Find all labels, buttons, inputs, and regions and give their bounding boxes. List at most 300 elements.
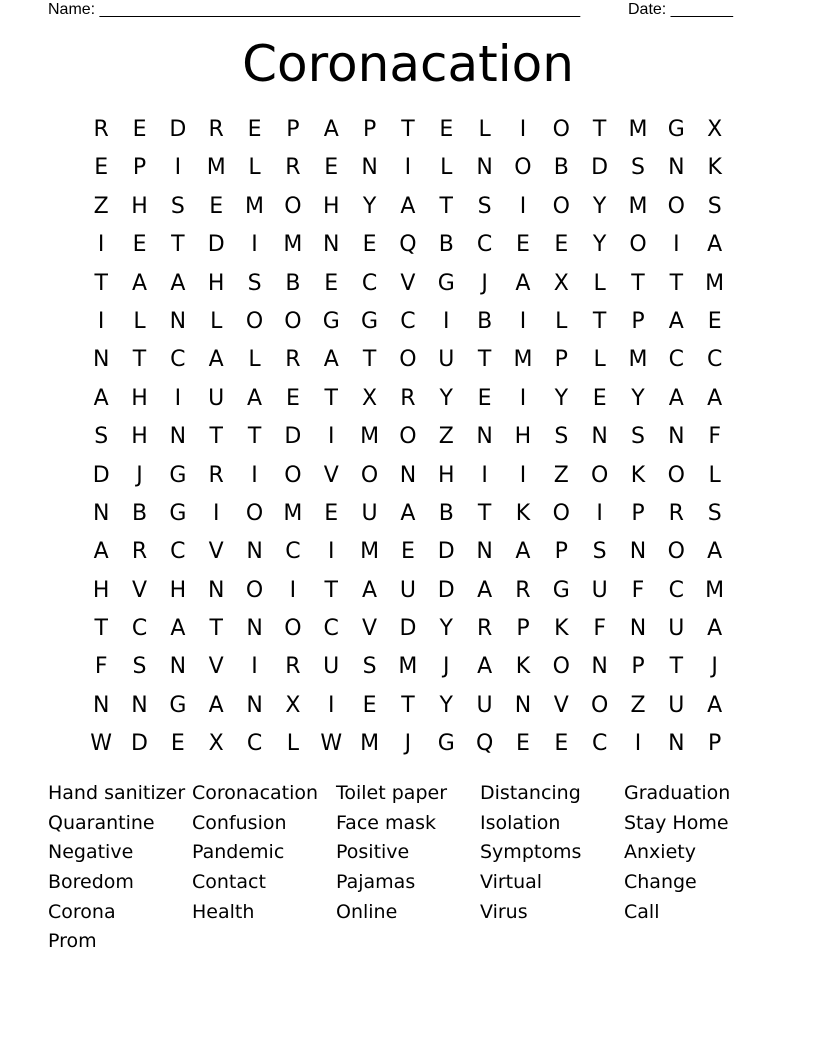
grid-letter: E [477,385,492,411]
grid-letter: A [93,385,109,411]
grid-letter: O [245,577,264,603]
grid-letter: D [284,424,302,450]
grid-letter: G [552,577,570,603]
grid-letter: I [97,308,105,334]
grid-letter: A [668,308,684,334]
grid-letter: O [284,193,302,219]
grid-letter: F [94,654,108,680]
grid-letter: N [169,308,187,334]
grid-letter: U [323,654,340,680]
grid-letter: A [208,347,224,373]
grid-letter: Z [553,462,569,488]
grid-letter: A [170,270,186,296]
grid-letter: N [361,155,378,181]
grid-letter: V [208,539,224,565]
grid-letter: P [516,616,530,642]
page-title: Coronacation [242,35,574,93]
grid-row [82,188,734,226]
grid-letter: T [631,270,645,296]
grid-letter: K [554,616,569,642]
grid-letter: O [552,654,570,680]
grid-letter: O [552,117,570,142]
grid-letter: A [400,193,416,219]
grid-letter: I [673,232,680,258]
grid-letter: Y [362,193,377,219]
grid-letter: O [360,462,379,488]
grid-letter: D [437,539,455,565]
letter-grid [82,111,734,764]
grid-letter: M [705,270,725,296]
grid-letter: G [169,500,187,526]
grid-letter: P [362,117,377,142]
grid-letter: A [323,117,339,142]
grid-letter: I [443,308,450,334]
grid-letter: I [519,462,527,488]
grid-letter: S [707,193,722,219]
grid-letter: R [208,462,224,488]
grid-letter: T [592,117,607,142]
grid-letter: B [131,500,148,526]
grid-letter: E [362,692,377,718]
grid-letter: X [707,117,723,142]
grid-letter: E [439,117,454,142]
grid-letter: L [708,462,721,488]
grid-letter: H [169,577,187,603]
grid-row [82,226,734,264]
grid-letter: D [207,232,225,258]
grid-letter: L [593,270,606,296]
grid-letter: E [209,193,224,219]
grid-letter: I [251,462,258,488]
grid-letter: H [437,462,455,488]
grid-letter: C [591,731,608,757]
word-list-item: Positive [336,841,410,864]
word-list [48,779,768,957]
grid-letter: T [401,692,415,718]
grid-letter: P [631,654,645,680]
grid-letter: O [667,462,685,488]
grid-letter: N [92,500,110,526]
grid-letter: Y [631,385,645,411]
grid-letter: N [169,654,187,680]
grid-letter: I [97,232,105,258]
grid-letter: I [289,577,297,603]
grid-letter: L [478,117,491,142]
grid-letter: U [208,385,225,411]
grid-letter: N [399,462,417,488]
grid-letter: J [404,731,412,757]
grid-letter: A [707,232,723,258]
grid-letter: K [630,462,646,488]
word-list-item: Boredom [48,871,134,894]
grid-letter: L [555,308,568,334]
grid-row [82,610,734,648]
grid-letter: C [476,232,493,258]
grid-letter: E [132,232,147,258]
grid-letter: C [668,347,685,373]
grid-letter: R [515,577,531,603]
grid-letter: A [707,616,723,642]
grid-letter: O [284,308,302,334]
grid-letter: W [90,731,113,757]
grid-letter: J [711,654,718,680]
grid-letter: T [439,193,453,219]
grid-letter: T [362,347,377,373]
grid-letter: V [323,462,339,488]
grid-letter: P [708,731,722,757]
grid-letter: Y [439,692,453,718]
grid-letter: U [476,692,493,718]
grid-letter: N [668,731,685,757]
grid-letter: F [708,424,721,450]
grid-letter: O [245,308,264,334]
grid-letter: N [92,347,110,373]
grid-row [82,149,734,187]
grid-letter: J [136,462,143,488]
grid-letter: R [476,616,493,642]
grid-letter: I [481,462,488,488]
grid-letter: B [438,232,454,258]
grid-row [82,418,734,456]
grid-letter: E [324,155,339,181]
grid-letter: A [170,616,186,642]
grid-letter: U [591,577,608,603]
grid-letter: T [477,500,492,526]
grid-letter: B [438,500,454,526]
grid-letter: S [631,155,645,181]
date-field-label: Date: _______ [628,1,733,18]
grid-letter: H [131,424,148,450]
grid-letter: P [631,308,645,334]
grid-letter: E [170,731,185,757]
grid-letter: T [171,232,185,258]
grid-letter: I [519,193,527,219]
header [48,0,748,20]
word-list-item: Isolation [480,811,561,834]
word-list-item: Face mask [336,811,437,834]
grid-letter: Y [592,193,607,219]
grid-letter: M [283,500,303,526]
grid-letter: N [323,232,340,258]
grid-letter: Z [630,692,646,718]
grid-letter: S [554,424,569,450]
grid-letter: I [519,385,527,411]
grid-letter: N [591,424,608,450]
grid-letter: H [92,577,110,603]
word-list-item: Pajamas [336,871,416,894]
grid-letter: A [247,385,263,411]
word-list-item: Contact [192,871,266,894]
grid-letter: R [400,385,416,411]
grid-letter: T [209,616,223,642]
grid-letter: N [169,424,187,450]
grid-letter: R [285,155,301,181]
grid-letter: T [94,616,108,642]
grid-letter: T [669,654,684,680]
grid-letter: T [669,270,684,296]
grid-letter: N [476,539,493,565]
grid-letter: D [437,577,455,603]
grid-letter: N [668,155,685,181]
grid-letter: I [327,692,335,718]
word-list-item: Distancing [480,782,581,804]
grid-letter: C [170,539,186,565]
grid-letter: U [438,347,455,373]
word-list-item: Pandemic [192,841,285,864]
grid-letter: P [554,539,568,565]
grid-letter: P [286,117,300,142]
grid-letter: I [327,539,335,565]
grid-letter: P [554,347,568,373]
grid-row [82,111,734,149]
grid-row [82,457,734,495]
grid-letter: T [247,424,262,450]
grid-letter: G [169,462,187,488]
grid-letter: T [592,308,607,334]
grid-letter: F [593,616,606,642]
grid-letter: H [131,193,148,219]
grid-letter: A [515,539,531,565]
grid-letter: U [399,577,416,603]
grid-letter: A [707,385,723,411]
grid-letter: C [285,539,301,565]
grid-letter: U [668,692,685,718]
grid-letter: R [131,539,148,565]
grid-letter: I [404,155,412,181]
grid-letter: I [519,117,527,142]
grid-letter: E [132,117,147,142]
grid-letter: Y [592,232,607,258]
grid-letter: A [707,692,723,718]
grid-letter: V [208,654,224,680]
grid-letter: D [591,155,609,181]
word-list-item: Health [192,900,255,923]
grid-letter: M [360,424,380,450]
grid-letter: V [131,577,148,603]
grid-row [82,687,734,725]
grid-letter: L [593,347,606,373]
grid-letter: A [515,270,531,296]
grid-letter: S [477,193,492,219]
grid-letter: N [246,539,263,565]
grid-letter: Y [439,616,453,642]
grid-letter: A [668,385,684,411]
grid-letter: O [399,347,417,373]
grid-letter: R [208,117,224,142]
grid-letter: P [631,500,645,526]
grid-letter: E [400,539,415,565]
grid-letter: E [285,385,300,411]
grid-letter: R [93,117,109,142]
grid-letter: S [170,193,185,219]
grid-row [82,648,734,686]
grid-letter: O [667,539,685,565]
grid-letter: U [361,500,378,526]
grid-letter: C [400,308,416,334]
word-list-item: Prom [48,930,97,953]
grid-letter: I [519,308,527,334]
grid-letter: O [284,462,302,488]
grid-letter: D [92,462,110,488]
grid-letter: C [131,616,148,642]
grid-letter: G [437,270,455,296]
grid-letter: U [668,616,685,642]
grid-letter: M [628,347,648,373]
grid-letter: N [92,692,110,718]
word-list-item: Virus [480,900,528,923]
grid-row [82,303,734,341]
grid-letter: H [131,385,148,411]
grid-letter: A [707,539,723,565]
grid-letter: G [322,308,340,334]
grid-letter: M [283,232,303,258]
grid-letter: V [553,692,569,718]
grid-letter: M [360,539,380,565]
word-list-item: Change [624,871,697,894]
grid-letter: M [628,117,648,142]
word-list-item: Coronacation [192,782,319,804]
grid-letter: L [248,347,261,373]
word-list-item: Online [336,900,398,923]
grid-letter: E [554,731,569,757]
grid-letter: M [360,731,380,757]
grid-letter: G [169,692,187,718]
grid-letter: K [515,654,531,680]
grid-letter: H [514,424,532,450]
grid-letter: K [515,500,531,526]
grid-letter: R [285,347,301,373]
grid-letter: A [93,539,109,565]
grid-letter: S [592,539,607,565]
grid-letter: T [94,270,108,296]
grid-letter: X [362,385,378,411]
grid-letter: E [247,117,262,142]
grid-letter: N [131,692,148,718]
grid-letter: N [591,654,608,680]
grid-letter: B [477,308,493,334]
grid-letter: N [246,692,263,718]
grid-letter: O [245,500,264,526]
grid-letter: N [668,424,685,450]
grid-letter: G [437,731,455,757]
grid-letter: O [284,616,302,642]
word-list-item: Symptoms [480,841,582,864]
grid-letter: J [481,270,488,296]
grid-letter: M [245,193,265,219]
grid-letter: W [320,731,343,757]
grid-letter: S [362,654,377,680]
grid-letter: X [208,731,224,757]
grid-letter: L [133,308,146,334]
grid-letter: C [323,616,339,642]
grid-letter: A [477,654,493,680]
grid-letter: N [629,616,647,642]
word-list-item: Corona [48,900,116,923]
grid-row [82,725,734,763]
grid-letter: C [706,347,723,373]
grid-letter: M [513,347,533,373]
grid-letter: Y [554,385,569,411]
grid-letter: K [707,155,722,181]
grid-letter: E [707,308,722,334]
grid-letter: C [246,731,263,757]
grid-letter: O [590,692,609,718]
grid-letter: O [514,155,532,181]
grid-letter: Q [475,731,494,757]
grid-letter: T [132,347,147,373]
grid-letter: O [552,193,570,219]
grid-row [82,380,734,418]
grid-letter: E [592,385,607,411]
grid-letter: X [285,692,301,718]
grid-letter: J [443,654,450,680]
grid-letter: O [629,232,647,258]
grid-letter: A [362,577,378,603]
grid-letter: M [206,155,226,181]
grid-letter: P [132,155,147,181]
grid-letter: Z [93,193,109,219]
word-list-item: Negative [48,841,134,864]
grid-letter: I [212,500,220,526]
grid-letter: N [207,577,225,603]
grid-letter: A [131,270,148,296]
word-list-item: Stay Home [624,811,729,834]
grid-letter: X [553,270,569,296]
grid-letter: D [169,117,187,142]
word-list-item: Graduation [624,782,731,804]
grid-letter: Q [399,232,417,258]
word-list-item: Call [624,900,660,923]
grid-letter: I [327,424,335,450]
grid-letter: O [667,193,685,219]
grid-letter: H [322,193,340,219]
word-list-item: Virtual [480,871,543,894]
grid-row [82,572,734,610]
grid-letter: E [516,232,530,258]
grid-letter: I [174,385,182,411]
grid-letter: E [324,500,339,526]
grid-letter: V [400,270,416,296]
grid-letter: S [631,424,645,450]
grid-letter: S [94,424,109,450]
word-list-item: Quarantine [48,811,155,834]
grid-letter: L [286,731,300,757]
grid-letter: T [324,385,338,411]
grid-letter: I [174,155,182,181]
grid-letter: T [209,424,223,450]
grid-letter: I [596,500,603,526]
grid-letter: N [246,616,263,642]
grid-letter: A [208,692,224,718]
grid-letter: A [400,500,416,526]
grid-letter: C [170,347,186,373]
grid-row [82,495,734,533]
grid-letter: I [251,232,258,258]
grid-letter: B [553,155,569,181]
grid-letter: N [476,155,493,181]
grid-letter: I [634,731,642,757]
grid-letter: M [628,193,648,219]
grid-letter: O [552,500,570,526]
grid-letter: N [476,424,493,450]
grid-letter: V [362,616,378,642]
grid-letter: N [629,539,647,565]
word-list-item: Toilet paper [336,782,448,804]
name-field-label: Name: ______________________________________________________ [48,1,581,18]
grid-letter: S [707,500,722,526]
grid-letter: C [668,577,685,603]
grid-letter: L [248,155,261,181]
